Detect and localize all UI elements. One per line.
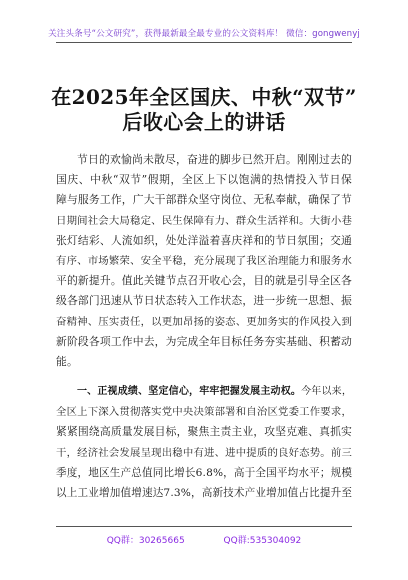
section-1-first-line-rest: 今年以来， (301, 386, 352, 397)
text-line: 节日的欢愉尚未散尽，奋进的脚步已然开启。刚刚过去的 (77, 153, 352, 166)
text-line: 干，经济社会发展呈现出稳中有进、进中提质的良好态势。前三 (56, 446, 352, 459)
text-line: 级各部门迅速从节日状态转入工作状态，进一步统一思想、振 (56, 294, 352, 308)
header-divider (56, 42, 352, 43)
text-line: 新阶段各项工作中去，为完成全年目标任务夯实基础、积蓄动 (56, 334, 352, 348)
paragraph-1 (56, 150, 352, 372)
footer-qq-group-2: QQ群:535304092 (223, 536, 302, 546)
text-line: 障与服务工作，广大干部群众坚守岗位、无私奉献，确保了节 (56, 193, 352, 207)
text-line: 奋精神、压实责任，以更加昂扬的姿态、更加务实的作风投入到 (56, 315, 352, 328)
text-line: 紧紧围绕高质量发展目标，聚焦主责主业，攻坚克难、真抓实 (56, 425, 352, 439)
text-line: 季度，地区生产总值同比增长6.8%，高于全国平均水平；规模 (56, 466, 352, 479)
text-line: 国庆、中秋“双节”假期，全区上下以饱满的热情投入节日保 (56, 173, 352, 187)
section-1-first-line (56, 382, 352, 402)
document-title-line-1: 在2025年全区国庆、中秋“双节” (51, 85, 357, 109)
footer (0, 533, 408, 546)
text-line: 能。 (56, 354, 78, 368)
section-1-heading: 一、正视成绩、坚定信心，牢牢把握发展主动权。 (77, 386, 302, 397)
text-line: 以上工业增加值增速达7.3%，高新技术产业增加值占比提升至 (56, 486, 352, 499)
text-line: 张灯结彩、人流如织，处处洋溢着喜庆祥和的节日氛围；交通 (56, 233, 352, 247)
text-line: 全区上下深入贯彻落实党中央决策部署和自治区党委工作要求， (56, 406, 352, 419)
document-title-line-2: 后收心会上的讲话 (122, 110, 286, 134)
paragraph-2 (56, 382, 352, 503)
text-line: 日期间社会大局稳定、民生保障有力、群众生活祥和。大街小巷 (56, 214, 352, 227)
text-line: 有序、市场繁荣、安全平稳，充分展现了我区治理能力和服务水 (56, 254, 352, 267)
header-note: 关注头条号“公文研究”，获得最新最全最专业的公文资料库！ 微信：gongwenyj (48, 29, 360, 39)
text-line: 平的新提升。值此关键节点召开收心会，目的就是引导全区各 (56, 274, 352, 288)
footer-divider (56, 526, 352, 527)
footer-qq-group-1: QQ群：30265665 (106, 536, 185, 546)
